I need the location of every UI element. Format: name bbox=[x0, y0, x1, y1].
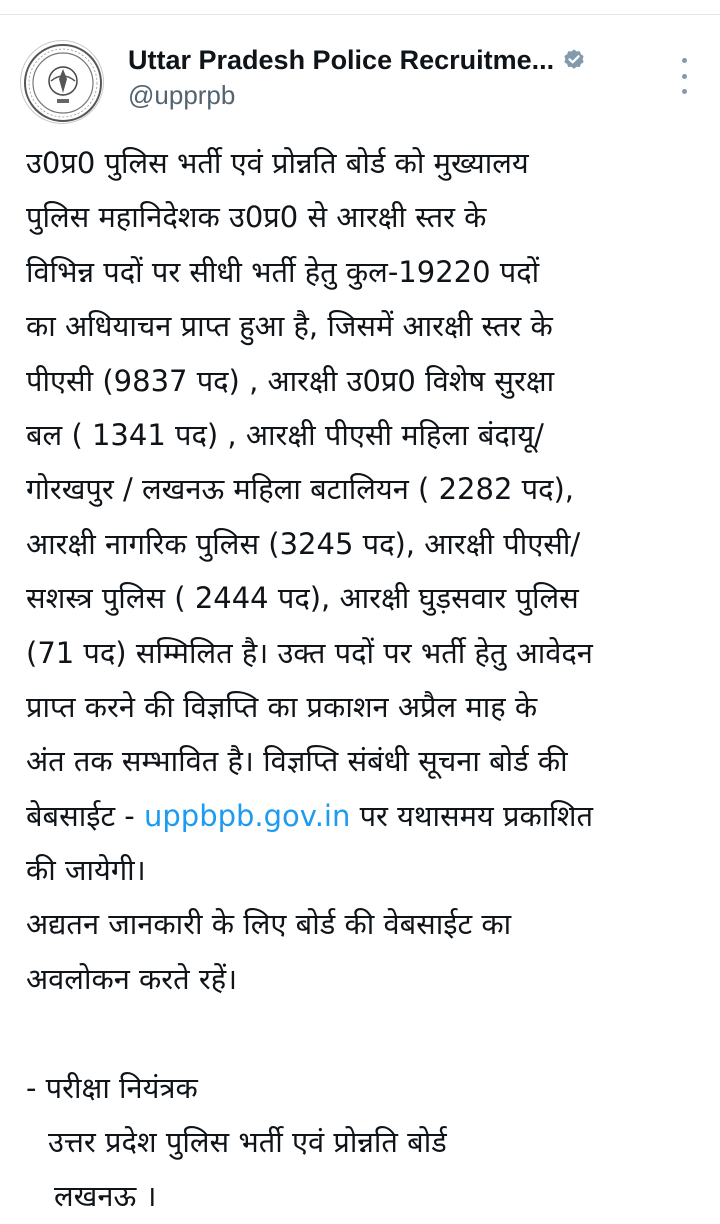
tweet-line-with-link bbox=[26, 789, 706, 843]
blank-line bbox=[26, 1006, 706, 1060]
website-link[interactable]: uppbpb.gov.in bbox=[144, 798, 351, 833]
signature-city: लखनऊ । bbox=[54, 1179, 157, 1214]
tweet-text-segment: पर यथासमय प्रकाशित bbox=[350, 798, 594, 833]
verified-badge-icon bbox=[562, 48, 586, 72]
tweet-line: (71 पद) सम्मिलित है। उक्त पदों पर भर्ती हेतु आवेदन bbox=[26, 635, 593, 670]
tweet-line: पीएसी (9837 पद) , आरक्षी उ0प्र0 विशेष सुरक्षा bbox=[26, 363, 555, 398]
tweet-line: अद्यतन जानकारी के लिए बोर्ड की वेबसाईट का bbox=[26, 907, 512, 942]
tweet-line: की जायेगी। bbox=[26, 853, 146, 888]
tweet-line: प्राप्त करने की विज्ञप्ति का प्रकाशन अप्रैल माह के bbox=[26, 689, 538, 724]
tweet-text-segment: बेबसाईट - bbox=[26, 798, 144, 833]
author-display-name[interactable]: Uttar Pradesh Police Recruitme... bbox=[128, 44, 555, 75]
tweet-header bbox=[20, 36, 700, 112]
tweet-line: का अधियाचन प्राप्त हुआ है, जिसमें आरक्षी स्तर के bbox=[26, 309, 553, 344]
tweet-text bbox=[26, 136, 706, 1224]
tweet-line: आरक्षी नागरिक पुलिस (3245 पद), आरक्षी पीएसी/ bbox=[26, 526, 581, 561]
avatar[interactable] bbox=[20, 40, 104, 124]
tweet-line: पुलिस महानिदेशक उ0प्र0 से आरक्षी स्तर के bbox=[26, 200, 487, 235]
name-row bbox=[128, 42, 586, 78]
police-emblem-icon bbox=[21, 41, 104, 124]
signature-title: - परीक्षा नियंत्रक bbox=[26, 1070, 198, 1105]
more-options-icon[interactable] bbox=[676, 58, 692, 94]
tweet-line: विभिन्न पदों पर सीधी भर्ती हेतु कुल-19220 पदों bbox=[26, 254, 540, 289]
tweet-line: गोरखपुर / लखनऊ महिला बटालियन ( 2282 पद), bbox=[26, 472, 575, 507]
tweet-line: बल ( 1341 पद) , आरक्षी पीएसी महिला बंदायू/ bbox=[26, 417, 544, 452]
tweet-line: सशस्त्र पुलिस ( 2444 पद), आरक्षी घुड़सवार पुलिस bbox=[26, 581, 579, 616]
tweet-line: अंत तक सम्भावित है। विज्ञप्ति संबंधी सूचना बोर्ड की bbox=[26, 744, 568, 779]
tweet-line: उ0प्र0 पुलिस भर्ती एवं प्रोन्नति बोर्ड को मुख्यालय bbox=[26, 146, 529, 180]
author-handle[interactable]: @upprpb bbox=[128, 80, 236, 110]
tweet-line: अवलोकन करते रहें। bbox=[26, 961, 238, 996]
signature-organization: उत्तर प्रदेश पुलिस भर्ती एवं प्रोन्नति बोर्ड bbox=[48, 1125, 447, 1160]
top-divider bbox=[0, 0, 720, 15]
